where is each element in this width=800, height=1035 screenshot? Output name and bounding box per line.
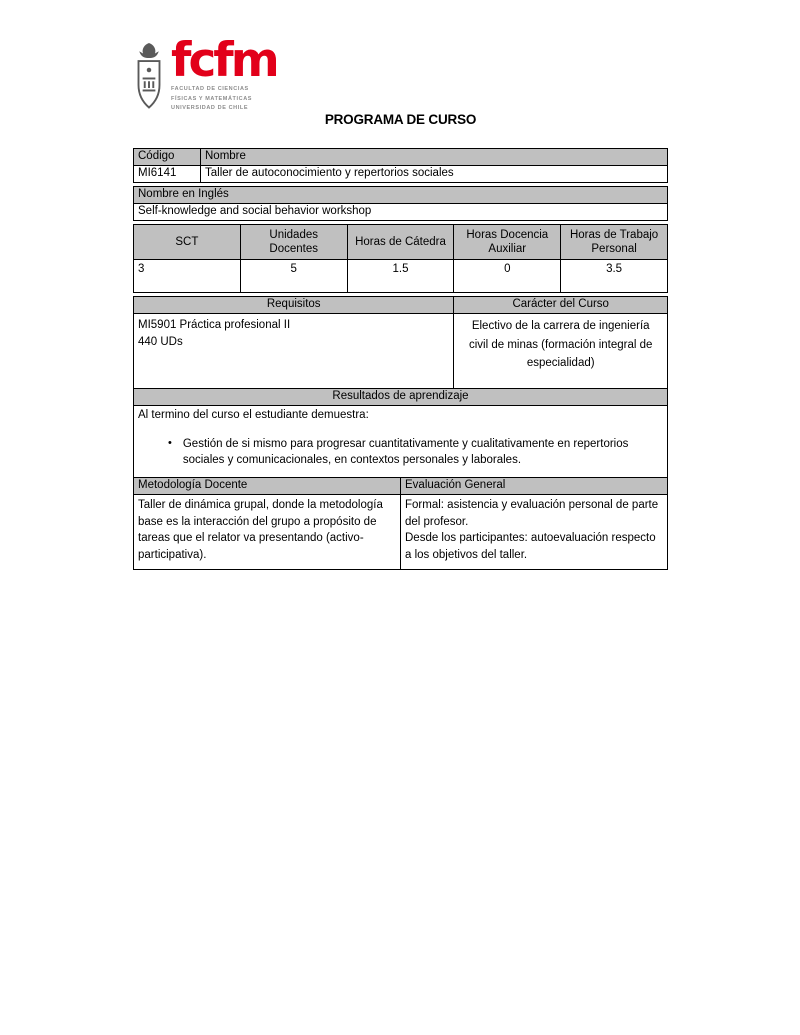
- requisitos-value-cell: [134, 314, 454, 389]
- caracter-value-cell: Electivo de la carrera de ingeniería civil de minas (formación integral de especialidad): [454, 314, 668, 389]
- unidades-docentes-value-cell: 5: [240, 260, 347, 293]
- logo-subtitle: [171, 85, 277, 113]
- methodology-evaluation-table: [133, 477, 668, 570]
- nombre-header-cell: Nombre: [201, 149, 668, 166]
- sct-value-cell: 3: [134, 260, 241, 293]
- metodologia-text: Taller de dinámica grupal, donde la metodología base es la interacción del grupo a propósito de tareas que el relator va presentando (activo-participativa).: [138, 499, 383, 562]
- codigo-value-cell: MI6141: [134, 166, 201, 183]
- horas-catedra-value-cell: 1.5: [347, 260, 454, 293]
- logo-subtitle-line1: FACULTAD DE CIENCIAS: [171, 86, 249, 93]
- university-crest-icon: [134, 40, 164, 112]
- logo-text: [171, 33, 277, 113]
- metodologia-header-cell: Metodología Docente: [134, 478, 401, 495]
- nombre-ingles-value-cell: Self-knowledge and social behavior workshop: [134, 204, 668, 221]
- fcfm-logo: [134, 33, 277, 113]
- resultados-intro: Al termino del curso el estudiante demuestra:: [138, 409, 369, 421]
- requisito-line-1: MI5901 Práctica profesional II: [138, 319, 291, 331]
- metodologia-value-cell: [134, 495, 401, 570]
- caracter-header-cell: Carácter del Curso: [454, 297, 668, 314]
- evaluacion-lines: [405, 497, 663, 564]
- english-name-table: [133, 186, 668, 221]
- logo-subtitle-line2: FÍSICAS Y MATEMÁTICAS: [171, 95, 253, 102]
- evaluacion-value-cell: [401, 495, 668, 570]
- hours-table: [133, 224, 668, 293]
- requisitos-lines: [138, 317, 449, 352]
- course-program-sheet: [133, 148, 668, 570]
- sct-header-cell: SCT: [134, 225, 241, 260]
- evaluacion-header-cell: Evaluación General: [401, 478, 668, 495]
- code-name-table: [133, 148, 668, 183]
- horas-auxiliar-value-cell: 0: [454, 260, 561, 293]
- horas-trabajo-value-cell: 3.5: [561, 260, 668, 293]
- resultados-bullet-item: [168, 436, 657, 469]
- horas-auxiliar-header-cell: Horas Docencia Auxiliar: [454, 225, 561, 260]
- horas-trabajo-header-cell: Horas de Trabajo Personal: [561, 225, 668, 260]
- requisites-table: [133, 296, 668, 389]
- resultados-value-cell: [134, 406, 668, 478]
- requisito-line-2: 440 UDs: [138, 336, 183, 349]
- bullet-icon: •: [168, 436, 172, 449]
- evaluacion-line-2: Desde los participantes: autoevaluación respecto a los objetivos del taller.: [405, 532, 656, 562]
- resultados-bullet-text: Gestión de si mismo para progresar cuantitativamente y cualitativamente en repertorios sociales y comunicacionales, en contextos personales y laborales.: [182, 437, 629, 467]
- requisitos-header-cell: Requisitos: [134, 297, 454, 314]
- nombre-ingles-header-cell: Nombre en Inglés: [134, 187, 668, 204]
- page-title: PROGRAMA DE CURSO: [324, 112, 477, 127]
- nombre-value-cell: Taller de autoconocimiento y repertorios sociales: [201, 166, 668, 183]
- resultados-header-cell: Resultados de aprendizaje: [134, 389, 668, 406]
- fcfm-wordmark: fcfm: [171, 33, 277, 88]
- codigo-header-cell: Código: [134, 149, 201, 166]
- learning-outcomes-table: [133, 388, 668, 478]
- logo-subtitle-line3: UNIVERSIDAD DE CHILE: [171, 104, 249, 111]
- unidades-docentes-header-cell: Unidades Docentes: [240, 225, 347, 260]
- horas-catedra-header-cell: Horas de Cátedra: [347, 225, 454, 260]
- evaluacion-line-1: Formal: asistencia y evaluación personal de parte del profesor.: [405, 499, 659, 528]
